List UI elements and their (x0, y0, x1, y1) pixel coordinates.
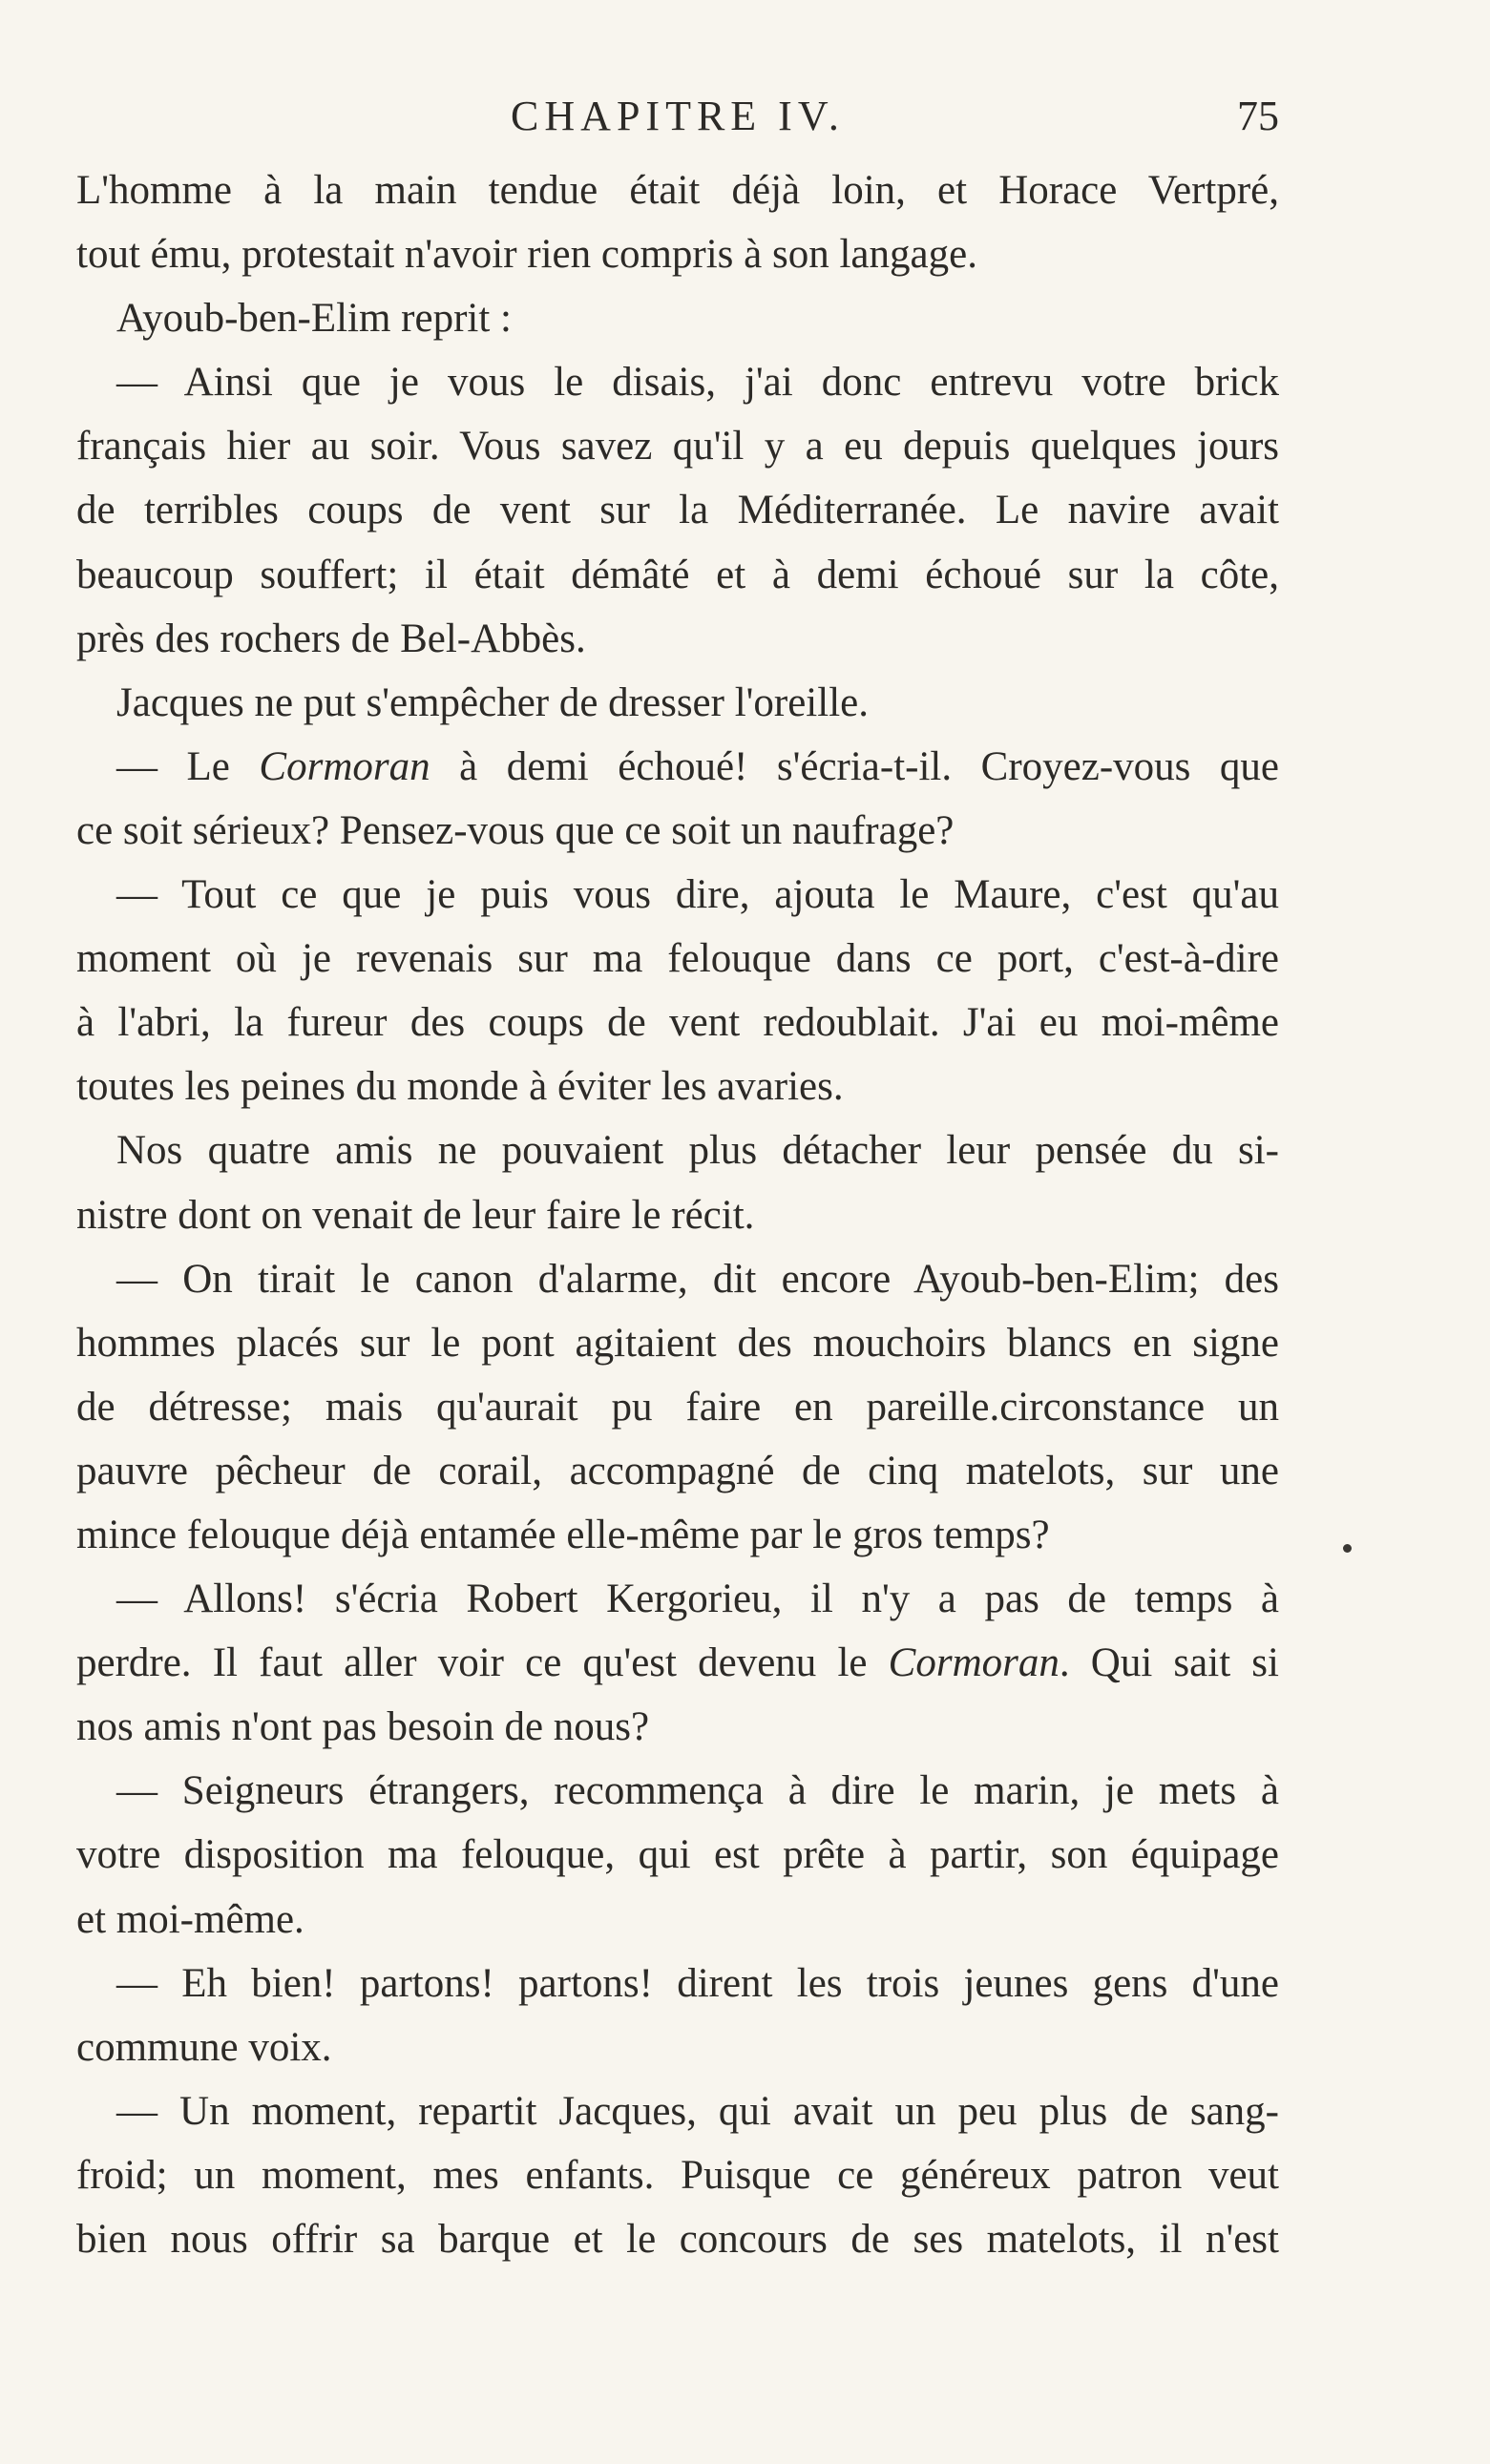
text-line: beaucoup souffert; il était démâté et à demi échoué sur la côte, (76, 552, 1279, 597)
body-text (76, 158, 1279, 2271)
text-line: L'homme à la main tendue était déjà loin, et Horace Vertpré, (76, 168, 1279, 213)
page-number: 75 (1237, 93, 1279, 139)
ship-name: Cormoran (888, 1640, 1060, 1686)
text-line: près des rochers de Bel-Abbès. (76, 616, 586, 661)
text-line: votre disposition ma felouque, qui est prête à partir, son équipage (76, 1832, 1279, 1878)
text-line: de terribles coups de vent sur la Méditerranée. Le navire avait (76, 488, 1279, 533)
text-line: perdre. Il faut aller voir ce qu'est devenu le Cormoran. Qui sait si (76, 1640, 1279, 1686)
text-line: et moi-même. (76, 1896, 304, 1942)
margin-dot (1343, 1544, 1352, 1553)
text-line: — Eh bien! partons! partons! dirent les trois jeunes gens d'une (116, 1960, 1279, 2006)
text-line: bien nous offrir sa barque et le concours de ses matelots, il n'est (76, 2217, 1279, 2262)
text-line: — Ainsi que je vous le disais, j'ai donc entrevu votre brick (116, 360, 1279, 406)
text-line: — Un moment, repartit Jacques, qui avait un peu plus de sang- (116, 2088, 1279, 2134)
ship-name: Cormoran (259, 743, 430, 789)
text-line: français hier au soir. Vous savez qu'il y a eu depuis quelques jours (76, 424, 1279, 470)
text-line: moment où je revenais sur ma felouque dans ce port, c'est-à-dire (76, 936, 1279, 982)
text-line: ce soit sérieux? Pensez-vous que ce soit un naufrage? (76, 807, 955, 853)
text-line: Nos quatre amis ne pouvaient plus détacher leur pensée du si- (116, 1128, 1279, 1174)
text-line: Jacques ne put s'empêcher de dresser l'oreille. (116, 679, 869, 725)
text-line: mince felouque déjà entamée elle-même par le gros temps? (76, 1512, 1050, 1557)
text-line: Ayoub-ben-Elim reprit : (116, 296, 513, 342)
text-line: nistre dont on venait de leur faire le récit. (76, 1192, 755, 1238)
text-line: — Allons! s'écria Robert Kergorieu, il n'y a pas de temps à (116, 1577, 1279, 1622)
text-line: froid; un moment, mes enfants. Puisque ce généreux patron veut (76, 2152, 1279, 2198)
text-line: — Seigneurs étrangers, recommença à dire le marin, je mets à (116, 1768, 1279, 1814)
text-line: commune voix. (76, 2024, 332, 2070)
text-line: à l'abri, la fureur des coups de vent redoublait. J'ai eu moi-même (76, 1000, 1279, 1046)
text-line: nos amis n'ont pas besoin de nous? (76, 1704, 650, 1750)
text-line: — Tout ce que je puis vous dire, ajouta le Maure, c'est qu'au (116, 872, 1279, 918)
text-line: tout ému, protestait n'avoir rien compris à son langage. (76, 232, 977, 278)
running-head: CHAPITRE IV. (511, 93, 845, 139)
text-line: — On tirait le canon d'alarme, dit encore Ayoub-ben-Elim; des (116, 1256, 1279, 1302)
text-line: toutes les peines du monde à éviter les avaries. (76, 1064, 844, 1110)
text-line: pauvre pêcheur de corail, accompagné de cinq matelots, sur une (76, 1448, 1279, 1493)
page-header (76, 92, 1279, 149)
text-line: hommes placés sur le pont agitaient des mouchoirs blancs en signe (76, 1320, 1279, 1366)
text-line: de détresse; mais qu'aurait pu faire en pareille.circonstance un (76, 1384, 1279, 1430)
text-line: — Le Cormoran à demi échoué! s'écria-t-il. Croyez-vous que (116, 743, 1279, 789)
